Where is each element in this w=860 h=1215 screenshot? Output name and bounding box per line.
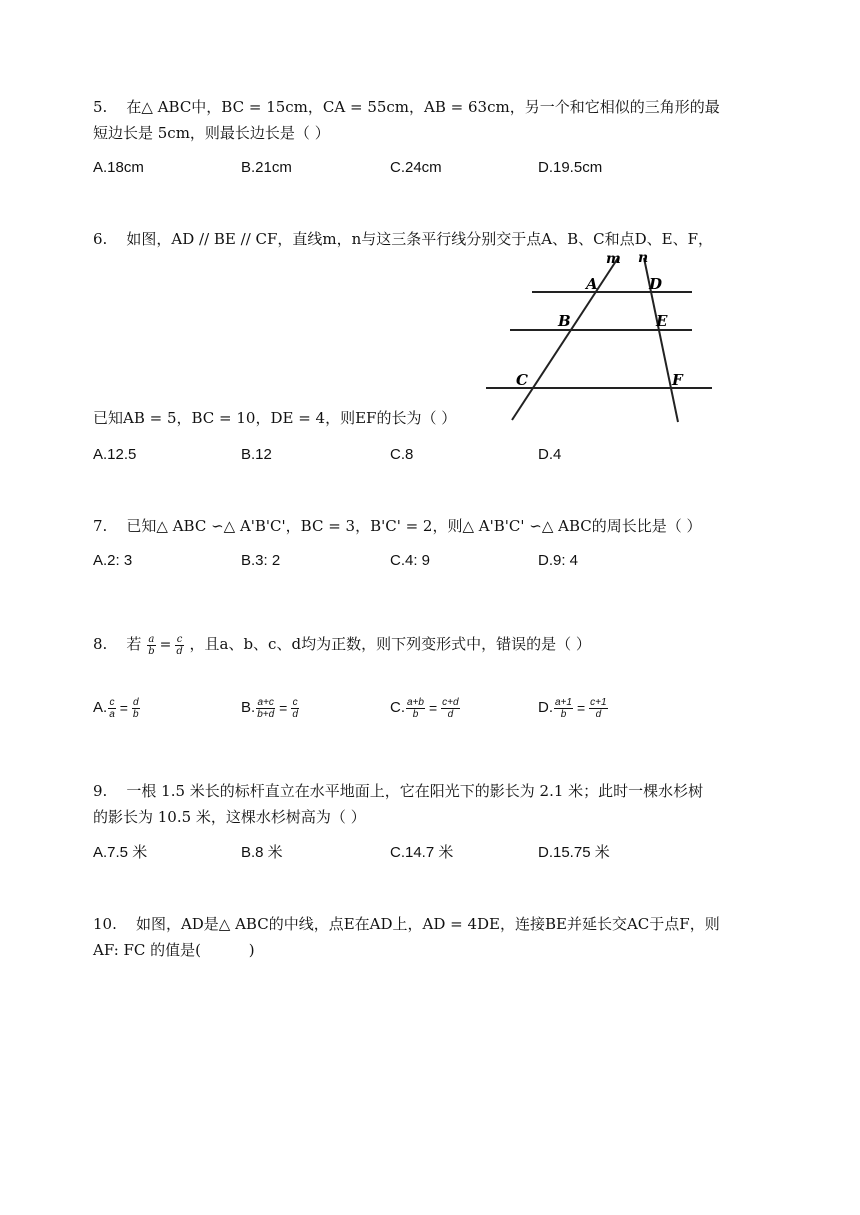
- option-c[interactable]: C.24cm: [390, 159, 442, 176]
- transversal-m: [512, 258, 618, 420]
- option-c[interactable]: C. $\frac{a+b}{b}$ = $\frac{c+d}{d}$: [390, 696, 459, 720]
- label-n: n: [638, 250, 649, 266]
- option-a[interactable]: A.18cm: [93, 159, 144, 176]
- question-10-line-2: AF: FC 的值是( ): [93, 941, 255, 959]
- question-6-line-1: [93, 226, 773, 252]
- question-9-line-1: [93, 778, 773, 804]
- question-text: 如图，AD是△ ABC的中线，点E在AD上，AD = 4DE，连接BE并延长交AC于点F，则: [135, 915, 720, 933]
- option-c[interactable]: C.14.7 米: [390, 844, 454, 861]
- question-text: 已知△ ABC ∽△ A'B'C'，BC = 3，B'C' = 2，则△ A'B'C' ∽△ ABC的周长比是（ ）: [126, 517, 702, 535]
- question-prefix: 若: [126, 635, 142, 653]
- question-number: 10.: [93, 915, 117, 933]
- label-d: D: [649, 275, 663, 293]
- question-number: 5.: [93, 98, 108, 116]
- question-9: [93, 778, 773, 830]
- question-9-line-2: 的影长为 10.5 米，这棵水杉树高为（ ）: [93, 808, 366, 826]
- option-b[interactable]: B.3: 2: [241, 552, 281, 569]
- question-9-options: [93, 840, 773, 868]
- question-7-options: [93, 548, 773, 576]
- question-text: 如图，AD // BE // CF，直线m，n与这三条平行线分别交于点A、B、C和点D、E、F，: [126, 230, 713, 248]
- option-a[interactable]: A.2: 3: [93, 552, 133, 569]
- question-10-line-1: [93, 911, 773, 937]
- question-text: 在△ ABC中，BC = 15cm，CA = 55cm，AB = 63cm，另一个和它相似的三角形的最: [126, 98, 720, 116]
- question-text: ，且a、b、c、d均为正数，则下列变形式中，错误的是（ ）: [189, 635, 591, 653]
- question-5-line-2: 短边长是 5cm，则最长边长是（ ）: [93, 124, 330, 142]
- option-c[interactable]: C.8: [390, 446, 414, 463]
- question-5-line-1: [93, 94, 773, 120]
- question-number: 8.: [93, 635, 108, 653]
- option-d[interactable]: D. $\frac{a+1}{b}$ = $\frac{c+1}{d}$: [538, 696, 607, 720]
- option-b[interactable]: B.12: [241, 446, 272, 463]
- parallel-lines-figure: [482, 250, 722, 430]
- option-d[interactable]: D.19.5cm: [538, 159, 603, 176]
- option-c[interactable]: C.4: 9: [390, 552, 431, 569]
- option-b[interactable]: B.21cm: [241, 159, 292, 176]
- label-b: B: [558, 312, 571, 330]
- question-5-options: [93, 155, 773, 183]
- label-m: m: [606, 251, 621, 267]
- label-e: E: [656, 312, 668, 330]
- question-text: 一根 1.5 米长的标杆直立在水平地面上，它在阳光下的影长为 2.1 米；此时一棵水杉树: [126, 782, 704, 800]
- fraction-c-over-d: $\frac{c}{d}$: [176, 633, 183, 657]
- question-8-options: [93, 695, 773, 727]
- question-6-line-2: 已知AB = 5，BC = 10，DE = 4，则EF的长为（ ）: [93, 409, 457, 427]
- option-a[interactable]: A.12.5: [93, 446, 137, 463]
- question-number: 6.: [93, 230, 108, 248]
- option-d[interactable]: D.15.75 米: [538, 844, 610, 861]
- question-6-options: [93, 442, 773, 470]
- question-7-line-1: [93, 513, 773, 539]
- question-10: [93, 911, 773, 963]
- fraction-a-over-b: $\frac{a}{b}$: [148, 633, 155, 657]
- label-a: A: [586, 275, 598, 293]
- option-d[interactable]: D.4: [538, 446, 562, 463]
- option-b[interactable]: B.8 米: [241, 844, 283, 861]
- question-6: [93, 226, 773, 252]
- question-number: 9.: [93, 782, 108, 800]
- option-b[interactable]: B. $\frac{a+c}{b+d}$ = $\frac{c}{d}$: [241, 696, 298, 720]
- option-a[interactable]: A. $\frac{c}{a}$ = $\frac{d}{b}$: [93, 696, 139, 720]
- label-c: C: [516, 371, 528, 389]
- label-f: F: [672, 371, 683, 389]
- question-8: 8. 若 $\frac{a}{b}$ = $\frac{c}{d}$ ，且a、b、c、d均为正数，则下列变形式中，错误的是（ ）: [93, 633, 591, 657]
- question-5: [93, 94, 773, 146]
- question-number: 7.: [93, 517, 108, 535]
- question-7: [93, 513, 773, 539]
- option-d[interactable]: D.9: 4: [538, 552, 579, 569]
- option-a[interactable]: A.7.5 米: [93, 844, 148, 861]
